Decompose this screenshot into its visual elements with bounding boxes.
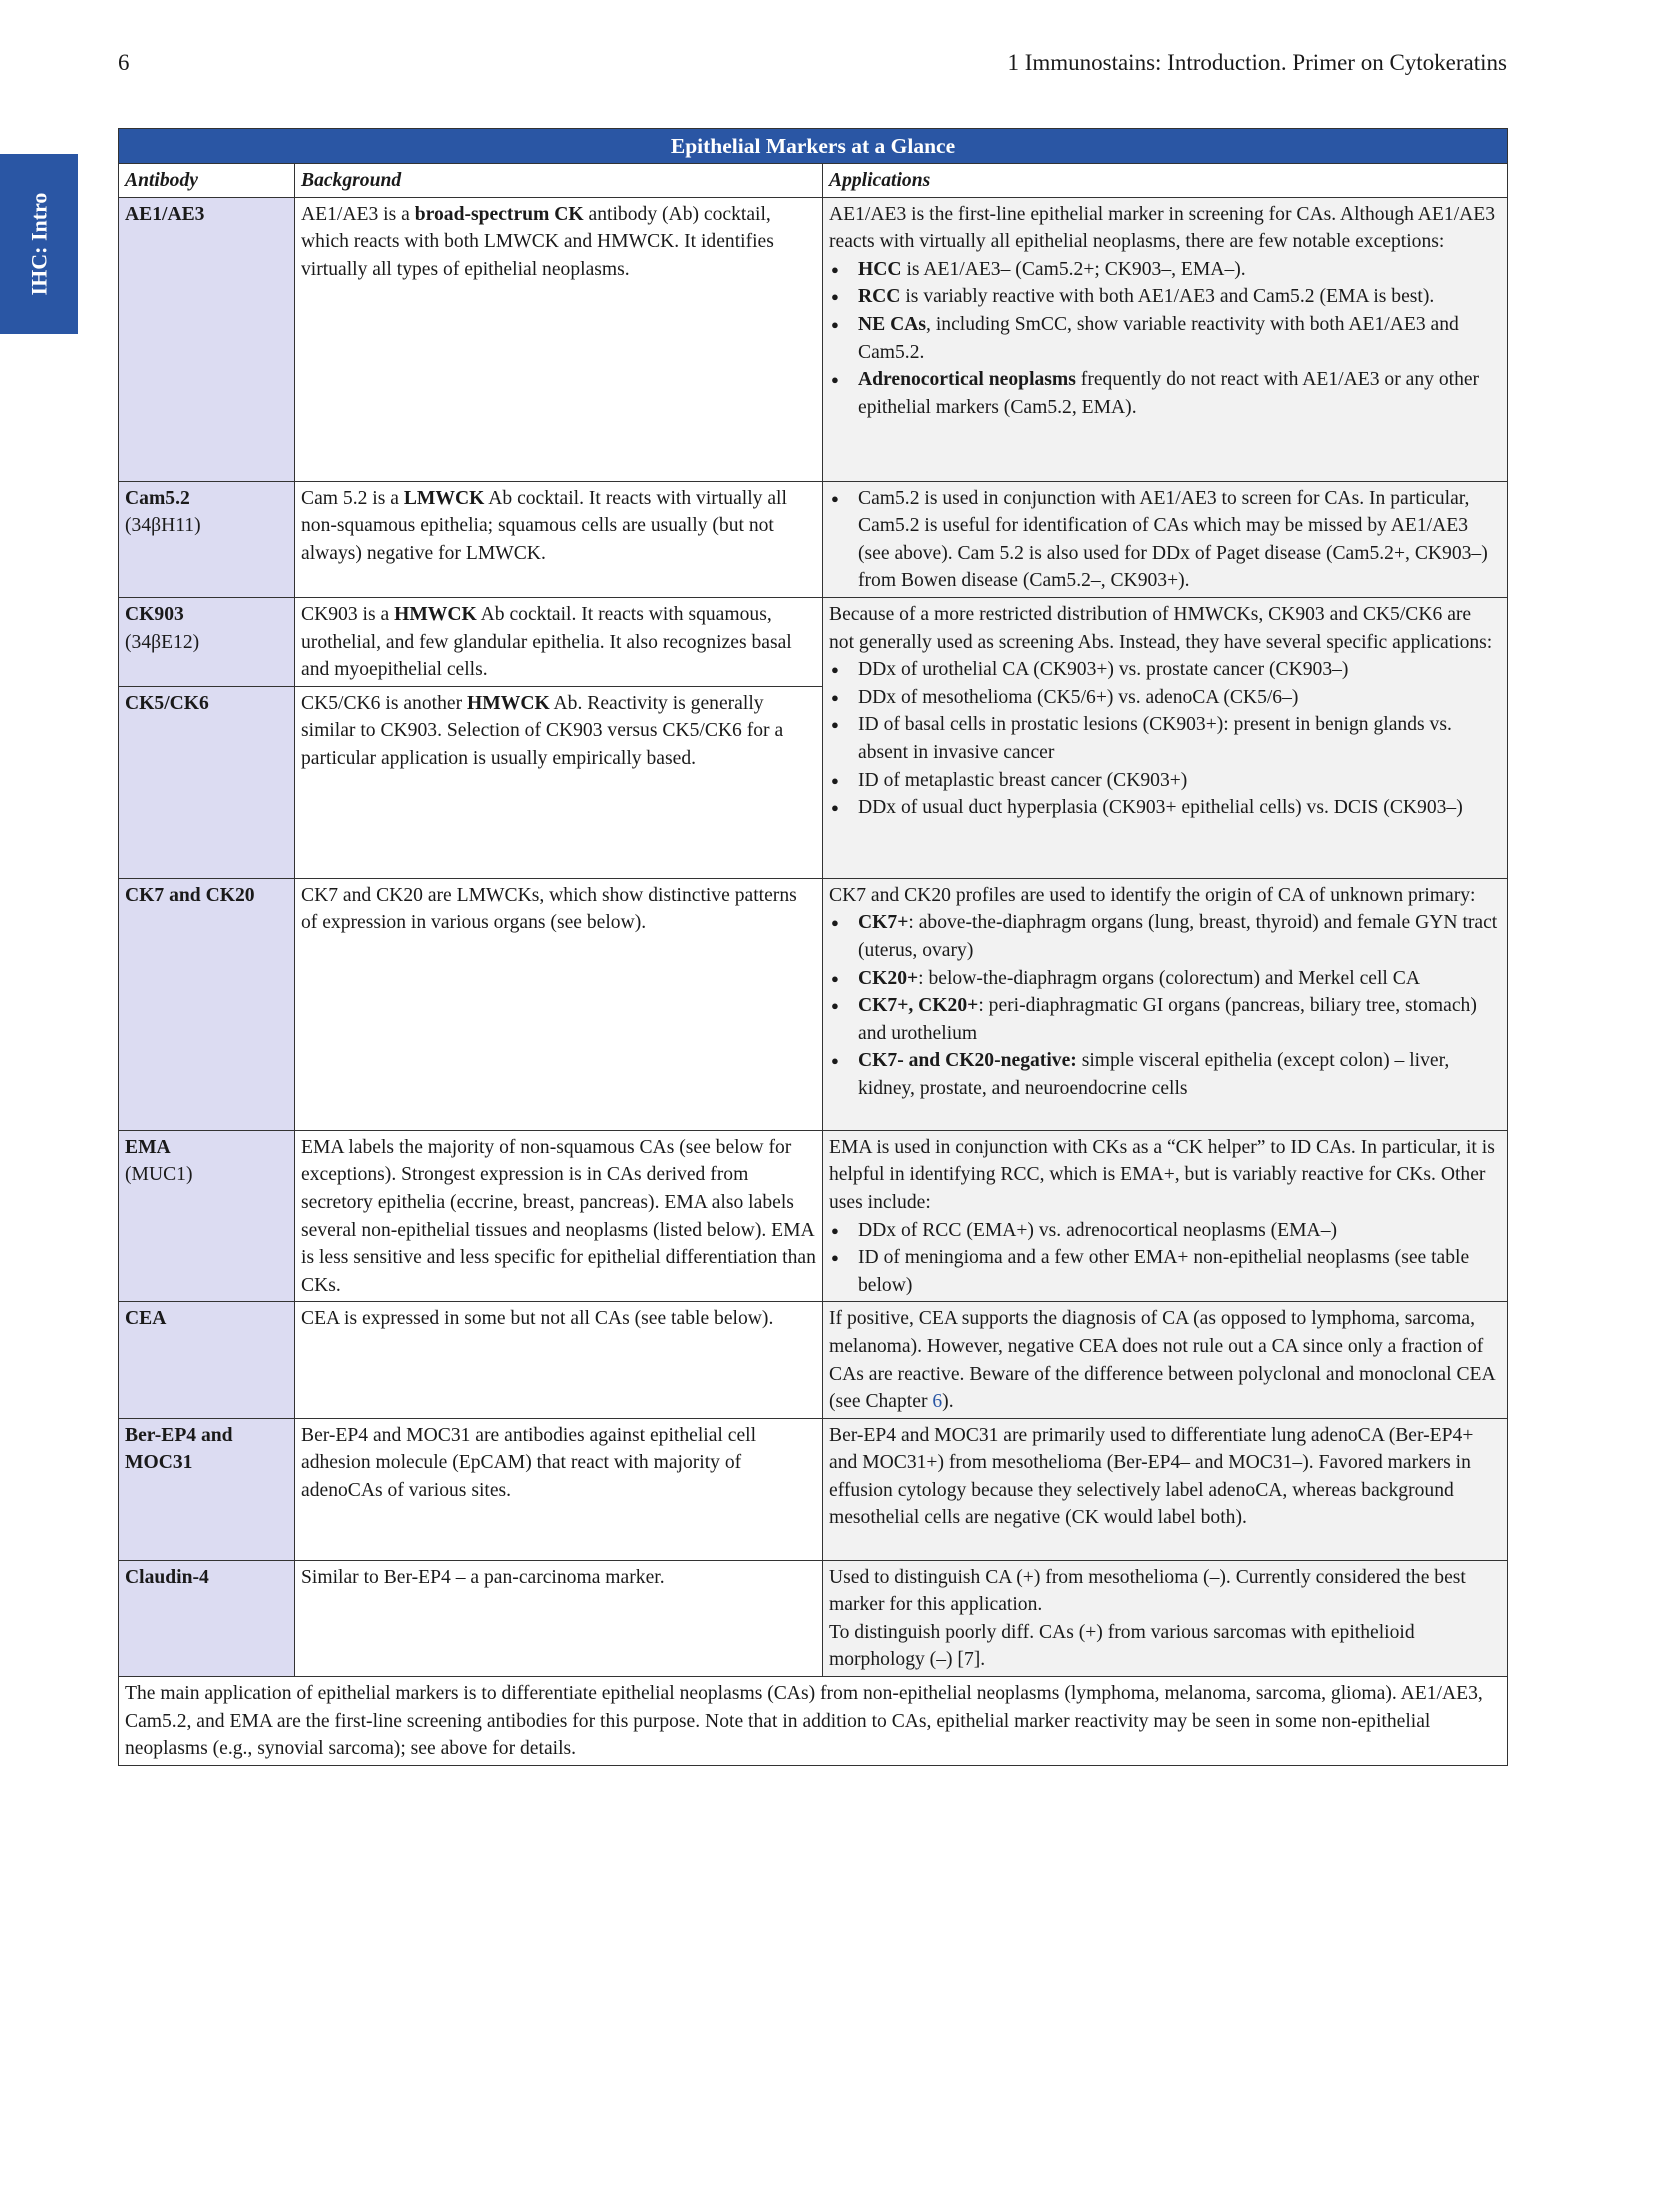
list-item: ● DDx of urothelial CA (CK903+) vs. prostate cancer (CK903–) bbox=[858, 656, 1501, 684]
list-item bbox=[858, 283, 1501, 311]
background-text: Ab. Reactivity is generally similar to CK903. Selection of CK903 versus CK5/CK6 for a particular application is usually empirically based. bbox=[301, 692, 784, 769]
applications-intro: AE1/AE3 is the first-line epithelial marker in screening for CAs. Although AE1/AE3 reacts with virtually all epithelial neoplasms, there are few notable exceptions: bbox=[829, 203, 1496, 253]
antibody-name: AE1/AE3 bbox=[125, 203, 205, 225]
list-item: ● DDx of usual duct hyperplasia (CK903+ epithelial cells) vs. DCIS (CK903–) bbox=[858, 794, 1501, 822]
table-title: Epithelial Markers at a Glance bbox=[119, 129, 1508, 164]
list-item bbox=[858, 1047, 1501, 1102]
applications-list bbox=[829, 1217, 1501, 1300]
antibody-cell bbox=[119, 1130, 295, 1302]
applications-cell bbox=[823, 1130, 1508, 1302]
table-title-row bbox=[119, 129, 1508, 164]
column-header-applications: Applications bbox=[823, 164, 1508, 198]
list-item-term: NE CAs bbox=[858, 313, 927, 335]
list-item: ● DDx of RCC (EMA+) vs. adrenocortical neoplasms (EMA–) bbox=[858, 1217, 1501, 1245]
list-item-text: is variably reactive with both AE1/AE3 and Cam5.2 (EMA is best). bbox=[900, 286, 1435, 308]
list-item bbox=[858, 366, 1501, 421]
applications-list bbox=[829, 656, 1501, 822]
applications-text: To distinguish poorly diff. CAs (+) from various sarcomas with epithelioid morphology (–) [7]. bbox=[829, 1621, 1415, 1671]
antibody-cell bbox=[119, 481, 295, 597]
running-head: 1 Immunostains: Introduction. Primer on Cytokeratins bbox=[1007, 50, 1507, 75]
antibody-cell bbox=[119, 1302, 295, 1418]
table-footnote: The main application of epithelial markers is to differentiate epithelial neoplasms (CAs) from non-epithelial neoplasms (lymphoma, melanoma, sarcoma, glioma). AE1/AE3, Cam5.2, and EMA are the first-line screening antibodies for this purpose. Note that in addition to CAs, epithelial marker reactivity may be seen in some non-epithelial neoplasms (e.g., synovial sarcoma); see above for details. bbox=[119, 1677, 1508, 1766]
applications-intro: CK7 and CK20 profiles are used to identify the origin of CA of unknown primary: bbox=[829, 884, 1476, 906]
list-item-term: HCC bbox=[858, 258, 902, 280]
applications-cell: Ber-EP4 and MOC31 are primarily used to differentiate lung adenoCA (Ber-EP4+ and MOC31+) from mesothelioma (Ber-EP4– and MOC31–). Favored markers in effusion cytology because they selectively label adenoCA, whereas background mesothelial cells are negative (CK would label both). bbox=[823, 1418, 1508, 1560]
applications-list bbox=[829, 256, 1501, 422]
list-item-text: : peri-diaphragmatic GI organs (pancreas, biliary tree, stomach) and urothelium bbox=[858, 995, 1477, 1044]
list-item-text: simple visceral epithelia (except colon) – liver, kidney, prostate, and neuroendocrine cells bbox=[858, 1050, 1450, 1099]
background-emphasis: broad-spectrum CK bbox=[414, 203, 584, 225]
list-item-text: is AE1/AE3– (Cam5.2+; CK903–, EMA–). bbox=[901, 258, 1246, 280]
applications-cell bbox=[823, 1302, 1508, 1418]
applications-list bbox=[829, 485, 1501, 595]
list-item bbox=[858, 311, 1501, 366]
table-row bbox=[119, 597, 1508, 686]
list-item-text: : above-the-diaphragm organs (lung, breast, thyroid) and female GYN tract (uterus, ovary) bbox=[858, 912, 1498, 961]
list-item: ● Cam5.2 is used in conjunction with AE1/AE3 to screen for CAs. In particular, Cam5.2 is useful for identification of CAs which may be missed by AE1/AE3 (see above). Cam 5.2 is also used for DDx of Paget disease (Cam5.2+, CK903–) from Bowen disease (Cam5.2–, CK903+). bbox=[858, 485, 1501, 595]
table-row bbox=[119, 1302, 1508, 1418]
page-number: 6 bbox=[118, 50, 130, 75]
table-row bbox=[119, 481, 1508, 597]
list-item-term: CK20+ bbox=[858, 967, 919, 989]
antibody-cell bbox=[119, 878, 295, 1130]
applications-cell bbox=[823, 597, 1508, 878]
table-row bbox=[119, 197, 1508, 481]
applications-text: Used to distinguish CA (+) from mesothelioma (–). Currently considered the best marker for this application. bbox=[829, 1566, 1466, 1616]
column-header-antibody: Antibody bbox=[119, 164, 295, 198]
list-item-term: CK7+ bbox=[858, 912, 909, 934]
applications-cell bbox=[823, 878, 1508, 1130]
list-item: ● ID of meningioma and a few other EMA+ non-epithelial neoplasms (see table below) bbox=[858, 1244, 1501, 1299]
background-cell bbox=[295, 197, 823, 481]
list-item-text: , including SmCC, show variable reactivity with both AE1/AE3 and Cam5.2. bbox=[858, 313, 1459, 363]
section-side-tab bbox=[0, 154, 78, 334]
list-item-text: : below-the-diaphragm organs (colorectum) and Merkel cell CA bbox=[918, 967, 1420, 989]
table-row bbox=[119, 1560, 1508, 1676]
background-text: Ab cocktail. It reacts with virtually all non-squamous epithelia; squamous cells are usually (but not always) negative for LMWCK. bbox=[301, 487, 787, 564]
epithelial-markers-table bbox=[118, 128, 1508, 1766]
background-cell: CEA is expressed in some but not all CAs (see table below). bbox=[295, 1302, 823, 1418]
list-item-term: CK7- and CK20-negative: bbox=[858, 1050, 1077, 1072]
antibody-name: Ber-EP4 and MOC31 bbox=[125, 1424, 233, 1474]
background-cell: EMA labels the majority of non-squamous CAs (see below for exceptions). Strongest expression is in CAs derived from secretory epithelia (eccrine, breast, pancreas). EMA also labels several non-epithelial tissues and neoplasms (listed below). EMA is less sensitive and less specific for epithelial differentiation than CKs. bbox=[295, 1130, 823, 1302]
background-text: AE1/AE3 is a bbox=[301, 203, 415, 225]
antibody-name: EMA bbox=[125, 1136, 171, 1158]
list-item: ● DDx of mesothelioma (CK5/6+) vs. adenoCA (CK5/6–) bbox=[858, 684, 1501, 712]
background-emphasis: LMWCK bbox=[403, 487, 485, 509]
list-item bbox=[858, 909, 1501, 964]
applications-cell bbox=[823, 197, 1508, 481]
background-text: Cam 5.2 is a bbox=[301, 487, 404, 509]
background-cell bbox=[295, 686, 823, 878]
background-emphasis: HMWCK bbox=[394, 603, 477, 625]
antibody-cell bbox=[119, 1560, 295, 1676]
antibody-cell bbox=[119, 1418, 295, 1560]
background-cell bbox=[295, 481, 823, 597]
antibody-name: CEA bbox=[125, 1308, 167, 1330]
antibody-cell bbox=[119, 686, 295, 878]
background-text: CK903 is a bbox=[301, 603, 395, 625]
antibody-cell bbox=[119, 197, 295, 481]
background-text: antibody (Ab) cocktail, which reacts with both LMWCK and HMWCK. It identifies virtually all types of epithelial neoplasms. bbox=[301, 203, 774, 280]
side-tab-label: IHC: Intro bbox=[26, 192, 52, 296]
applications-cell bbox=[823, 481, 1508, 597]
list-item bbox=[858, 992, 1501, 1047]
applications-text: ). bbox=[942, 1391, 954, 1413]
antibody-name: Claudin-4 bbox=[125, 1566, 209, 1588]
applications-list bbox=[829, 909, 1501, 1102]
background-emphasis: HMWCK bbox=[467, 692, 550, 714]
applications-intro: EMA is used in conjunction with CKs as a “CK helper” to ID CAs. In particular, it is helpful in identifying RCC, which is EMA+, but is variably reactive for CKs. Other uses include: bbox=[829, 1136, 1495, 1213]
chapter-link[interactable]: 6 bbox=[932, 1391, 943, 1413]
antibody-clone: (34βH11) bbox=[125, 515, 201, 537]
antibody-name: CK5/CK6 bbox=[125, 692, 209, 714]
list-item-term: RCC bbox=[858, 286, 901, 308]
antibody-alias: (MUC1) bbox=[125, 1164, 193, 1186]
list-item-text: frequently do not react with AE1/AE3 or any other epithelial markers (Cam5.2, EMA). bbox=[858, 369, 1480, 418]
antibody-name: CK903 bbox=[125, 603, 184, 625]
table-row bbox=[119, 878, 1508, 1130]
applications-intro: Because of a more restricted distribution of HMWCKs, CK903 and CK5/CK6 are not generally used as screening Abs. Instead, they have several specific applications: bbox=[829, 603, 1493, 653]
table-footnote-row bbox=[119, 1677, 1508, 1766]
column-header-background: Background bbox=[295, 164, 823, 198]
applications-cell bbox=[823, 1560, 1508, 1676]
list-item-term: Adrenocortical neoplasms bbox=[858, 369, 1076, 391]
background-text: Ab cocktail. It reacts with squamous, urothelial, and few glandular epithelia. It also recognizes basal and myoepithelial cells. bbox=[301, 603, 792, 681]
list-item: ● ID of basal cells in prostatic lesions (CK903+): present in benign glands vs. absent in invasive cancer bbox=[858, 711, 1501, 766]
background-cell bbox=[295, 597, 823, 686]
table-row bbox=[119, 1130, 1508, 1302]
table-row bbox=[119, 1418, 1508, 1560]
antibody-cell bbox=[119, 597, 295, 686]
background-cell: CK7 and CK20 are LMWCKs, which show distinctive patterns of expression in various organs (see below). bbox=[295, 878, 823, 1130]
list-item bbox=[858, 256, 1501, 284]
background-cell: Similar to Ber-EP4 – a pan-carcinoma marker. bbox=[295, 1560, 823, 1676]
background-text: CK5/CK6 is another bbox=[301, 692, 467, 714]
applications-text: If positive, CEA supports the diagnosis of CA (as opposed to lymphoma, sarcoma, melanoma). However, negative CEA does not rule out a CA since only a fraction of CAs are reactive. Beware of the difference between polyclonal and monoclonal CEA (see Chapter bbox=[829, 1308, 1495, 1413]
background-cell: Ber-EP4 and MOC31 are antibodies against epithelial cell adhesion molecule (EpCAM) that react with majority of adenoCAs of various sites. bbox=[295, 1418, 823, 1560]
antibody-name: CK7 and CK20 bbox=[125, 884, 255, 906]
antibody-name: Cam5.2 bbox=[125, 487, 190, 509]
table-header-row bbox=[119, 164, 1508, 198]
antibody-clone: (34βE12) bbox=[125, 631, 200, 653]
list-item bbox=[858, 965, 1501, 993]
list-item-term: CK7+, CK20+ bbox=[858, 995, 979, 1017]
list-item: ● ID of metaplastic breast cancer (CK903+) bbox=[858, 767, 1501, 795]
